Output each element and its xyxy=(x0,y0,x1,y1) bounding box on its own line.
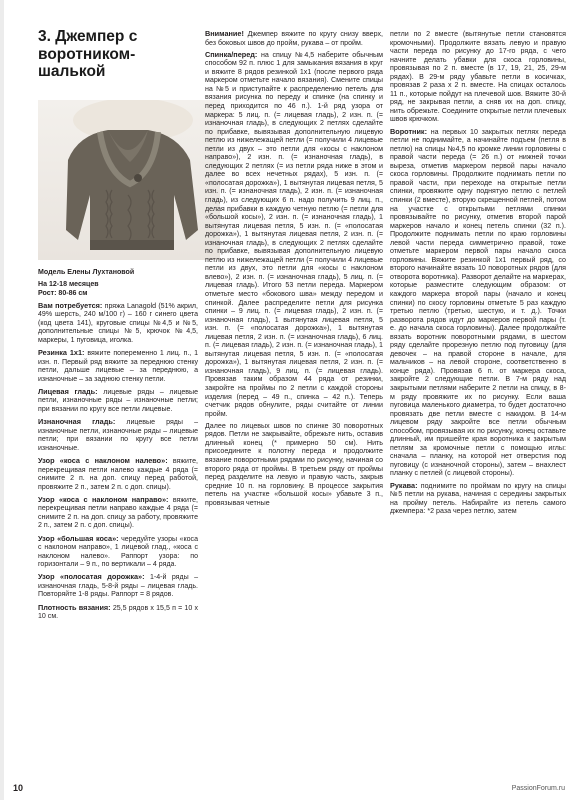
reverse-text: лицевые ряды – изнаночные петли, изнаночные ряды – лицевые петли; при вязании по кругу все петли изнаночные. xyxy=(38,419,198,452)
attention-text: Джемпер вяжите по кругу снизу вверх, без боковых швов до пройм, рукава – от пройм. xyxy=(205,30,383,47)
reverse-paragraph xyxy=(38,418,198,453)
page-number: 10 xyxy=(13,783,24,793)
collar-heading: Воротник: xyxy=(390,126,428,136)
cable-right-paragraph xyxy=(38,496,198,531)
rib-text: вяжите попеременно 1 лиц. п., 1 изн. п. Первый ряд вяжите за переднюю стенку петли, дальше лицевые – за переднюю, а изнаночные – за заднюю стенку петли. xyxy=(38,350,199,383)
size-height: Рост: 80-86 см xyxy=(38,289,88,297)
stockinette-heading: Лицевая гладь: xyxy=(38,386,98,396)
sleeve-text: поднимите по проймам по кругу на спицы №5 петли на рукава, начиная с середины закрытых на пройму петель. Набирайте из петель самого джемпера: *2 раза через петлю, затем xyxy=(390,481,566,516)
stripe-text: 1-4-й ряды – изнаночная гладь, 5-8-й ряды – лицевая гладь. Повторяйте 1-8 ряды. Раппорт = 8 рядов. xyxy=(38,574,199,599)
attention-paragraph xyxy=(205,30,383,47)
right-column xyxy=(390,30,566,519)
rib-paragraph xyxy=(38,349,198,384)
collar-paragraph xyxy=(390,128,566,478)
stockinette-paragraph xyxy=(38,388,198,415)
page-title: 3. Джемпер с воротником-шалькой xyxy=(38,28,138,80)
gauge-paragraph xyxy=(38,604,198,622)
body-text: на спицу №4,5 наберите обычным способом 92 п. плюс 1 для замыкания вязания в круг и вяжите 8 рядов резинкой 1х1 (после первого ряда маркером отметьте начало вязания). Смените спицы на №5 и приступайте к распределению петель для вязания рисунка по переду и спинке (на спинку и перед приходится по 46 п.). 1-й ряд узора от маркера: 5 лиц. п. (= лицевая гладь), 2 изн. п. (= изнаночная гладь), в следующих 2 петлях сделайте по прибавке, вывязывая дополнительную лицевую петлю из нижележащей петли (= получили 4 лицевые петли из двух – это петли для «косы с наклоном направо»), 2 изн. п. (= изнаночная гладь), в следующих 2 петлях (= из петли ряда ниже в этом и далее во всех нечетных рядах), 5 изн. п. (= «полосатая дорожка»), 1 вытянутая лицевая петля, 5 изн. п. (= изнаночная гладь), 2 изн. п. (= изнаночная гладь), из следующих 6 п. надо получить 9 лиц. п., делая прибавки в каждую четную петлю (= петли для «большой косы»), 2 изн. п. (= изнаночная гладь), 1 вытянутая лицевая петля, 5 изн. п. (= «полосатая дорожка»), 1 вытянутая лицевая петля, 2 изн. п. (= изнаночная гладь), в следующих 2 петлях сделайте по прибавке, вывязывая дополнительную лицевую петлю из нижележащей петли (= получили 4 лицевые петли из двух, это петли для «косы с наклоном влево»), 2 изн. п. (= изнаночная гладь), 5 лиц. п. (= лицевая гладь). Итого 53 петли переда. Маркером отметьте место «бокового шва» между передом и спинкой. Далее распределите петли для рисунка спинки – 9 лиц. п. (= лицевая гладь), 2 изн. п. (= изнаночная гладь), 1 вытянутая лицевая петля, 5 изн. п. (= «полосатая дорожка»), 1 вытянутая лицевая петля, 2 изн. п. (= изнаночная гладь), 6 лиц. п. (= лицевая гладь), 2 изн. п. (= изнаночная гладь), 1 вытянутая лицевая петля, 5 изн. п. (= «полосатая дорожка»), 1 вытянутая лицевая петля, 2 изн. п. (= изнаночная гладь), 9 лиц. п. (= лицевая гладь). Провязав таким образом 44 ряда от резинки, закройте на проймы по 2 петли с каждой стороны изделия (перед – 49 п., спинка – 42 п.). Теперь счетчик рядов обнулите, ряды считайте от линии пройм. xyxy=(205,50,383,418)
materials-paragraph xyxy=(38,302,198,346)
rib-heading: Резинка 1х1: xyxy=(38,348,85,358)
model-credit: Модель Елены Лухтановой xyxy=(38,269,135,276)
big-cable-heading: Узор «большая коса»: xyxy=(38,533,119,543)
gauge-text: 25,5 рядов х 15,5 п = 10 х 10 см. xyxy=(38,604,198,621)
collar-text: на первых 10 закрытых петлях переда петли не поднимайте, а начинайте подъем (петля в петлю) на спицы №4,5 по кромке линии горловины с правой части переда (= 26 п.) от нижней точки выреза, отметив маркером первой пары начало скоса горловины. Продолжите поднимать петли по правой части, при переходе на открытые петли спинки, провяжите одну поднятую петлю с петлей спинки (2 вместе), вторую скрещенной петлей, потом на участке с открытыми петлями спинки провязывайте по рисунку, отметив второй парой маркеров начало и конец петель спинки (32 п.). Продолжите поднимать петли по краю горловины левой части переда симметрично правой, тоже отметьте маркером первой пары начало скоса горловины. Вяжите резинкой 1х1 первый ряд, со второго начинайте вязать 10 поворотных рядов (для отворота воротника). Разворот делайте на маркерах, которые разместите следующим образом: от каждого маркера второй пары (начало и конец спинки) по скосу горловины отметьте 5 раз каждую третью петлю (третью, шестую, и т. д.). Точки разворота рядов идут до маркеров первой пары (т. е. до начала скоса горловины). Далее продолжайте вязать воротник поворотными рядами, в шестом ряду сделайте прорезную петлю под пуговицу (для девочек – на правой стороне в начале, для мальчиков – на левой стороне, соответственно в конце ряда). Провязав 6 п. от маркера скоса, закройте 2 следующие петли. В 7-м ряду над закрытыми петлями наберите 2 петли на спицу, в 8-м ряду провяжите их по рисунку. Если ваша пуговица маленького диаметра, то будет достаточно провязать две петли вместе с накидом. В 14-м лицевом ряду закройте все петли обычным способом, провязывая их по рисунку, конец оставьте длинный, им пришейте края воротника к закрытым петлям за кромочные петли с помощью иглы: сначала – планку, на которой нет отверстия под пуговицу (с изнаночной стороны), затем – внахлест планку с петлей (с лицевой стороны). xyxy=(390,127,566,478)
body-continued-paragraph: Далее по лицевых швов по спинке 30 поворотных рядов. Петли не закрывайте, обрежьте нить, оставив длинный конец (* примерно 50 см). Нить присоедините к полотну переда и продолжите вязание поворотными рядами по рисунку, начиная со второго ряда от проймы. В третьем ряду от проймы перед разделите на левую и правую часть, закрыв средние 10 п. на горловину. В процессе закрытия петель на участке «большой косы» убавьте 3 п., провязывая четные xyxy=(205,421,383,507)
sweater-illustration xyxy=(38,100,220,260)
page-gutter xyxy=(0,0,4,800)
product-photo xyxy=(38,100,220,260)
cable-left-heading: Узор «коса с наклоном налево»: xyxy=(38,455,168,465)
middle-column xyxy=(205,30,383,511)
big-cable-text: чередуйте узоры «коса с наклоном направо», 1 лицевой глад., «коса с наклоном налево». Раппорт узора: по горизонтали – 9 п., по вертикали – 4 ряда. xyxy=(38,535,198,569)
left-column xyxy=(38,28,199,621)
body-heading: Спинка/перед: xyxy=(205,49,258,59)
sleeve-heading: Рукава: xyxy=(390,480,418,490)
pattern-info xyxy=(38,269,198,625)
cable-right-text: вяжите, перекрещивая петли направо каждые 4 ряда (= снимите 2 п. на доп. спицу за работу, провяжите 2 п., затем 2 п. с доп. спицы). xyxy=(38,496,198,530)
stripe-heading: Узор «полосатая дорожка»: xyxy=(38,572,145,582)
gauge-heading: Плотность вязания: xyxy=(38,602,111,612)
body-paragraph xyxy=(205,51,383,419)
stockinette-text: лицевые ряды – лицевые петли, изнаночные ряды – изнаночные петли; при вязании по кругу все петли лицевые. xyxy=(38,388,198,414)
size-age: На 12-18 месяцев xyxy=(38,281,99,289)
cable-left-paragraph xyxy=(38,457,198,492)
sleeve-paragraph xyxy=(390,482,566,516)
materials-text: пряжа Lanagold (51% акрил, 49% шерсть, 240 м/100 г) – 160 г синего цвета (код цвета 141), круговые спицы №4,5 и №5, дополнительные спицы №5, крючок №4,5, маркеры, 1 пуговица, иголка. xyxy=(38,302,198,345)
reverse-heading: Изнаночная гладь: xyxy=(38,417,116,427)
stripe-paragraph xyxy=(38,573,198,600)
watermark: PassionForum.ru xyxy=(511,785,565,792)
neckline-paragraph: петли по 2 вместе (вытянутые петли становятся кромочными). Продолжите вязать левую и правую части переда по рисунку до 17-го ряда, с чего начните делать убавки для скоса горловины, провязывая по 2 п. вместе (в 17, 19, 21, 25, 29-м рядах). В 29-м ряду убавьте петли в косичках, провязав 2 раза х 2 п. вместе. На спицах осталось 11 п., которые пойдут на плечевой шов. Вяжите 30-й ряд, не закрывая петли, а сняв их на доп. спицу, нить обрежьте. Соедините открытые петли плечевых швов крючком. xyxy=(390,30,566,124)
attention-heading: Внимание! xyxy=(205,29,244,38)
big-cable-paragraph xyxy=(38,535,198,570)
materials-heading: Вам потребуется: xyxy=(38,300,103,310)
cable-left-text: вяжите, перекрещивая петли налево каждые 4 ряда (= снимите 2 п. на доп. спицу перед работой, провяжите 2 п., затем 2 п. с доп. спицы). xyxy=(38,457,198,491)
cable-right-heading: Узор «коса с наклоном направо»: xyxy=(38,494,169,504)
